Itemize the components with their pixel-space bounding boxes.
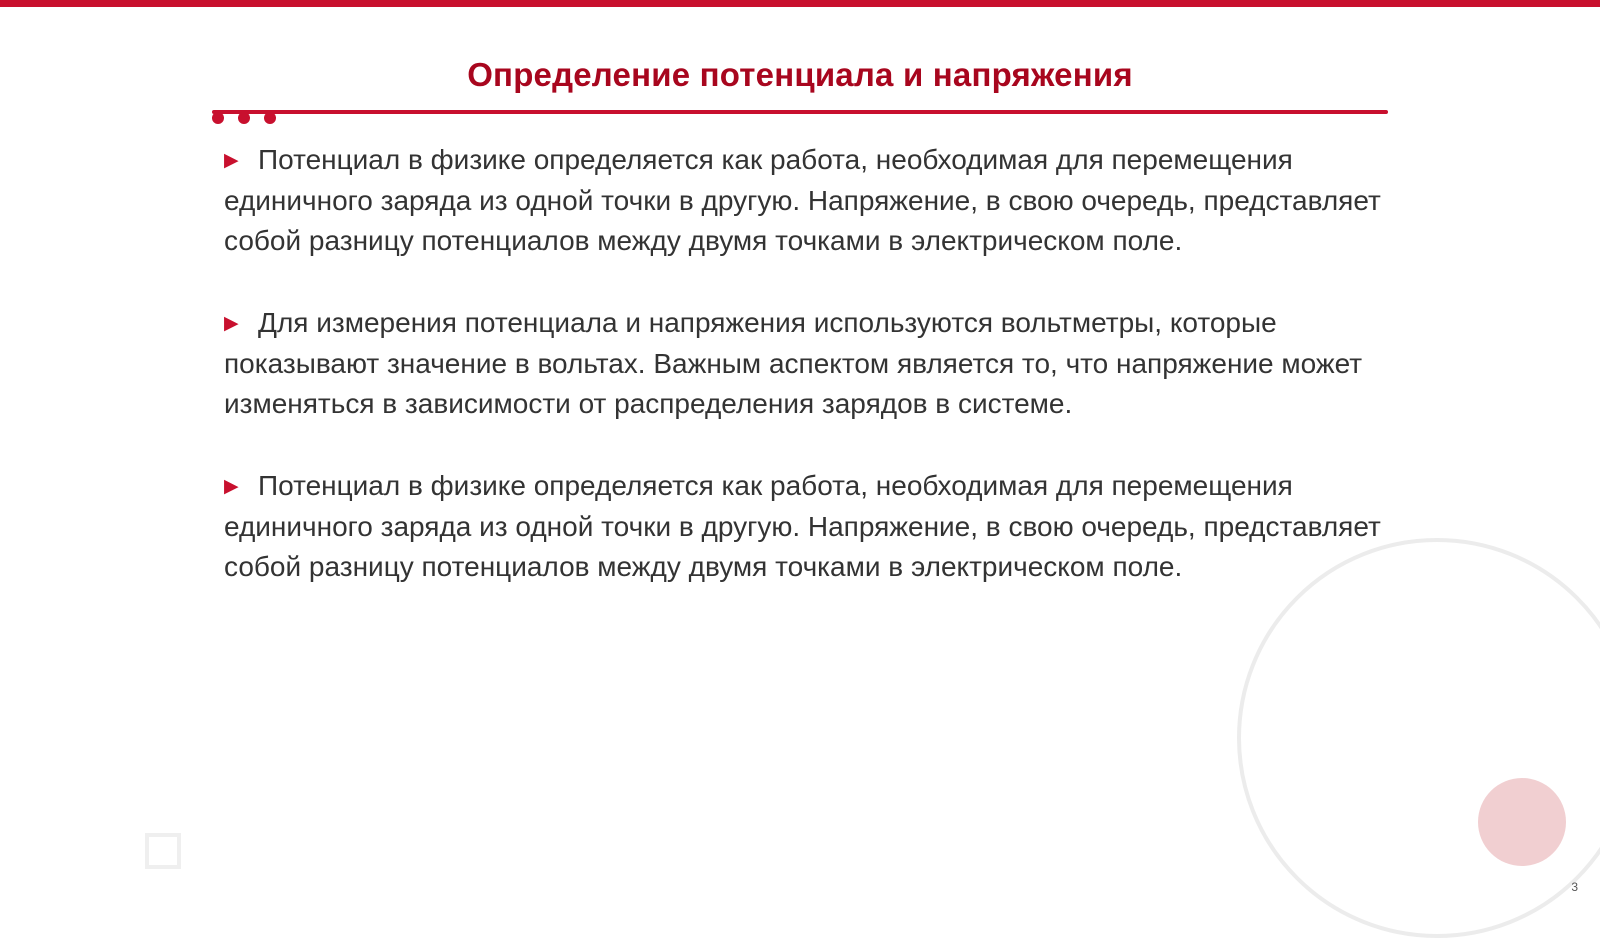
- title-underline: [212, 110, 1388, 114]
- bullet-item: [224, 466, 1394, 587]
- bullet-text: Потенциал в физике определяется как работа, необходимая для перемещения единичного заряда из одной точки в другую. Напряжение, в свою очередь, представляет собой разницу потенциалов между двумя точками в электрическом поле.: [224, 470, 1381, 582]
- decorative-disc: [1478, 778, 1566, 866]
- bullet-arrow-icon: ▶: [224, 476, 239, 497]
- decorative-dot: [238, 112, 250, 124]
- bullet-text: Потенциал в физике определяется как работа, необходимая для перемещения единичного заряда из одной точки в другую. Напряжение, в свою очередь, представляет собой разницу потенциалов между двумя точками в электрическом поле.: [224, 144, 1381, 256]
- slide-title: Определение потенциала и напряжения: [467, 56, 1133, 93]
- bullet-arrow-icon: ▶: [224, 313, 239, 334]
- bullet-arrow-icon: ▶: [224, 150, 239, 171]
- decorative-square: [145, 833, 181, 869]
- page-number: 3: [1571, 880, 1578, 894]
- bullet-list: [224, 140, 1394, 629]
- bullet-text: Для измерения потенциала и напряжения используются вольтметры, которые показывают значение в вольтах. Важным аспектом является то, что напряжение может изменяться в зависимости от распределения зарядов в системе.: [224, 307, 1363, 419]
- bullet-item: [224, 140, 1394, 261]
- decorative-dot: [212, 112, 224, 124]
- top-accent-bar: [0, 0, 1600, 7]
- bullet-item: [224, 303, 1394, 424]
- decorative-dot: [264, 112, 276, 124]
